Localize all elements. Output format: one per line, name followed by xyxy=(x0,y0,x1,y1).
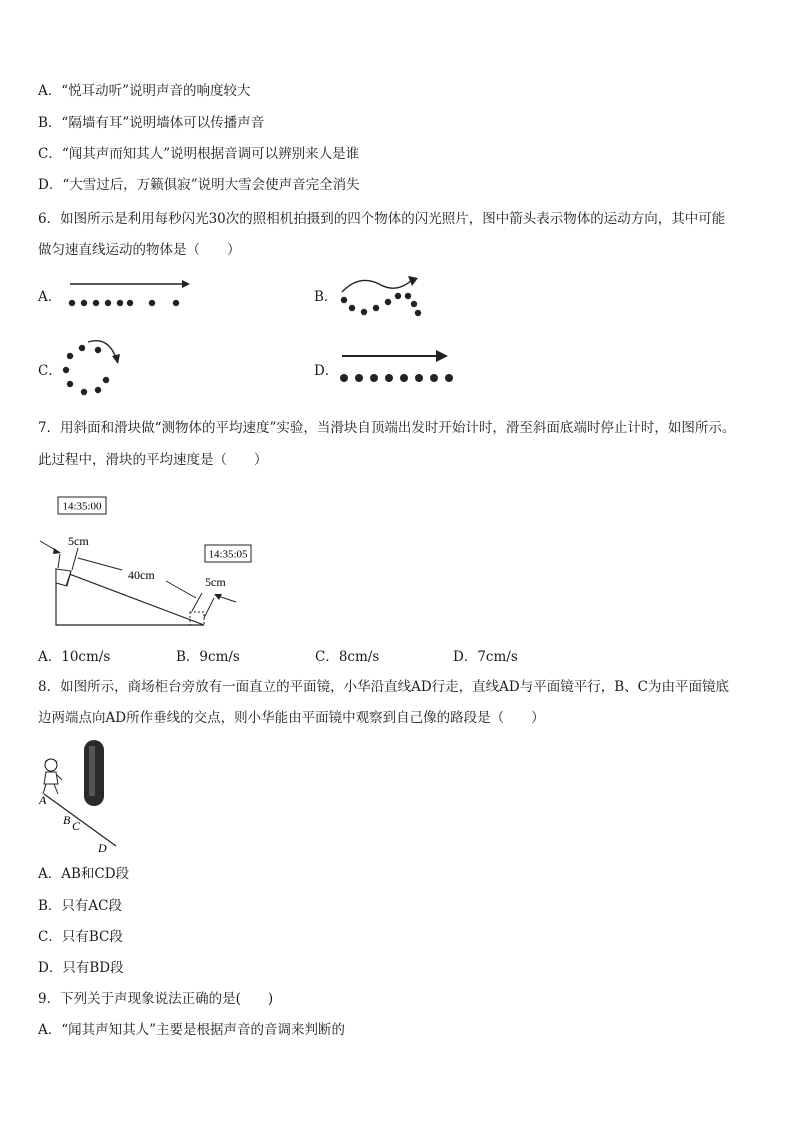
q6-figure-c xyxy=(60,336,130,398)
q7-option-a: A．10cm/s xyxy=(38,649,111,665)
q9-option-a: A．“闻其声知其人”主要是根据声音的音调来判断的 xyxy=(38,1022,346,1038)
q8-mirror-diagram xyxy=(36,738,126,856)
q8-option-c: C．只有BC段 xyxy=(38,929,123,945)
q8-point-c: C xyxy=(72,819,81,833)
q6-label-c: C． xyxy=(38,363,62,379)
q6-figure-a xyxy=(64,278,194,313)
q6-stem-line2: 做匀速直线运动的物体是（ ） xyxy=(38,242,241,258)
q7-stem-line1: 7．用斜面和滑块做“测物体的平均速度”实验，当滑块自顶端出发时开始计时，滑至斜面底端时停止计时，如图所示。 xyxy=(38,420,736,436)
q5-option-a: A．“悦耳动听”说明声音的响度较大 xyxy=(38,83,251,99)
q8-point-d: D xyxy=(98,841,107,855)
q8-option-a: A．AB和CD段 xyxy=(38,866,130,882)
q9-stem: 9．下列关于声现象说法正确的是( ) xyxy=(38,991,274,1007)
q7-option-b: B．9cm/s xyxy=(176,649,240,665)
q8-stem-line1: 8．如图所示，商场柜台旁放有一面直立的平面镜，小华沿直线AD行走，直线AD与平面镜平行，B、C为由平面镜底 xyxy=(38,679,729,695)
q6-label-b: B． xyxy=(314,289,338,305)
q7-option-c: C．8cm/s xyxy=(315,649,380,665)
q8-point-a: A xyxy=(39,793,47,807)
q7-start-time: 14:35:00 xyxy=(62,500,102,513)
q5-option-d: D．“大雪过后，万籁俱寂”说明大雪会使声音完全消失 xyxy=(38,177,360,193)
q8-stem-line2: 边两端点向AD所作垂线的交点，则小华能由平面镜中观察到自己像的路段是（ ） xyxy=(38,710,545,726)
q6-label-d: D． xyxy=(314,363,339,379)
q6-figure-d xyxy=(336,346,466,386)
q6-label-a: A． xyxy=(38,289,62,305)
q7-incline-diagram xyxy=(38,494,268,634)
q6-figure-b xyxy=(334,272,434,322)
q5-option-c: C．“闻其声而知其人”说明根据音调可以辨别来人是谁 xyxy=(38,146,360,162)
q7-option-d: D．7cm/s xyxy=(453,649,518,665)
q7-end-time: 14:35:05 xyxy=(208,548,248,561)
q7-block-bottom-label: 5cm xyxy=(205,575,226,589)
q7-stem-line2: 此过程中，滑块的平均速度是（ ） xyxy=(38,452,268,468)
q8-option-b: B．只有AC段 xyxy=(38,898,122,914)
q7-distance-label: 40cm xyxy=(128,568,155,582)
q7-block-top-label: 5cm xyxy=(68,534,89,548)
q8-option-d: D．只有BD段 xyxy=(38,960,124,976)
q5-option-b: B．“隔墙有耳”说明墙体可以传播声音 xyxy=(38,115,265,131)
q8-point-b: B xyxy=(63,813,71,827)
q6-stem-line1: 6．如图所示是利用每秒闪光30次的照相机拍摄到的四个物体的闪光照片，图中箭头表示物体的运动方向，其中可能 xyxy=(38,211,726,227)
